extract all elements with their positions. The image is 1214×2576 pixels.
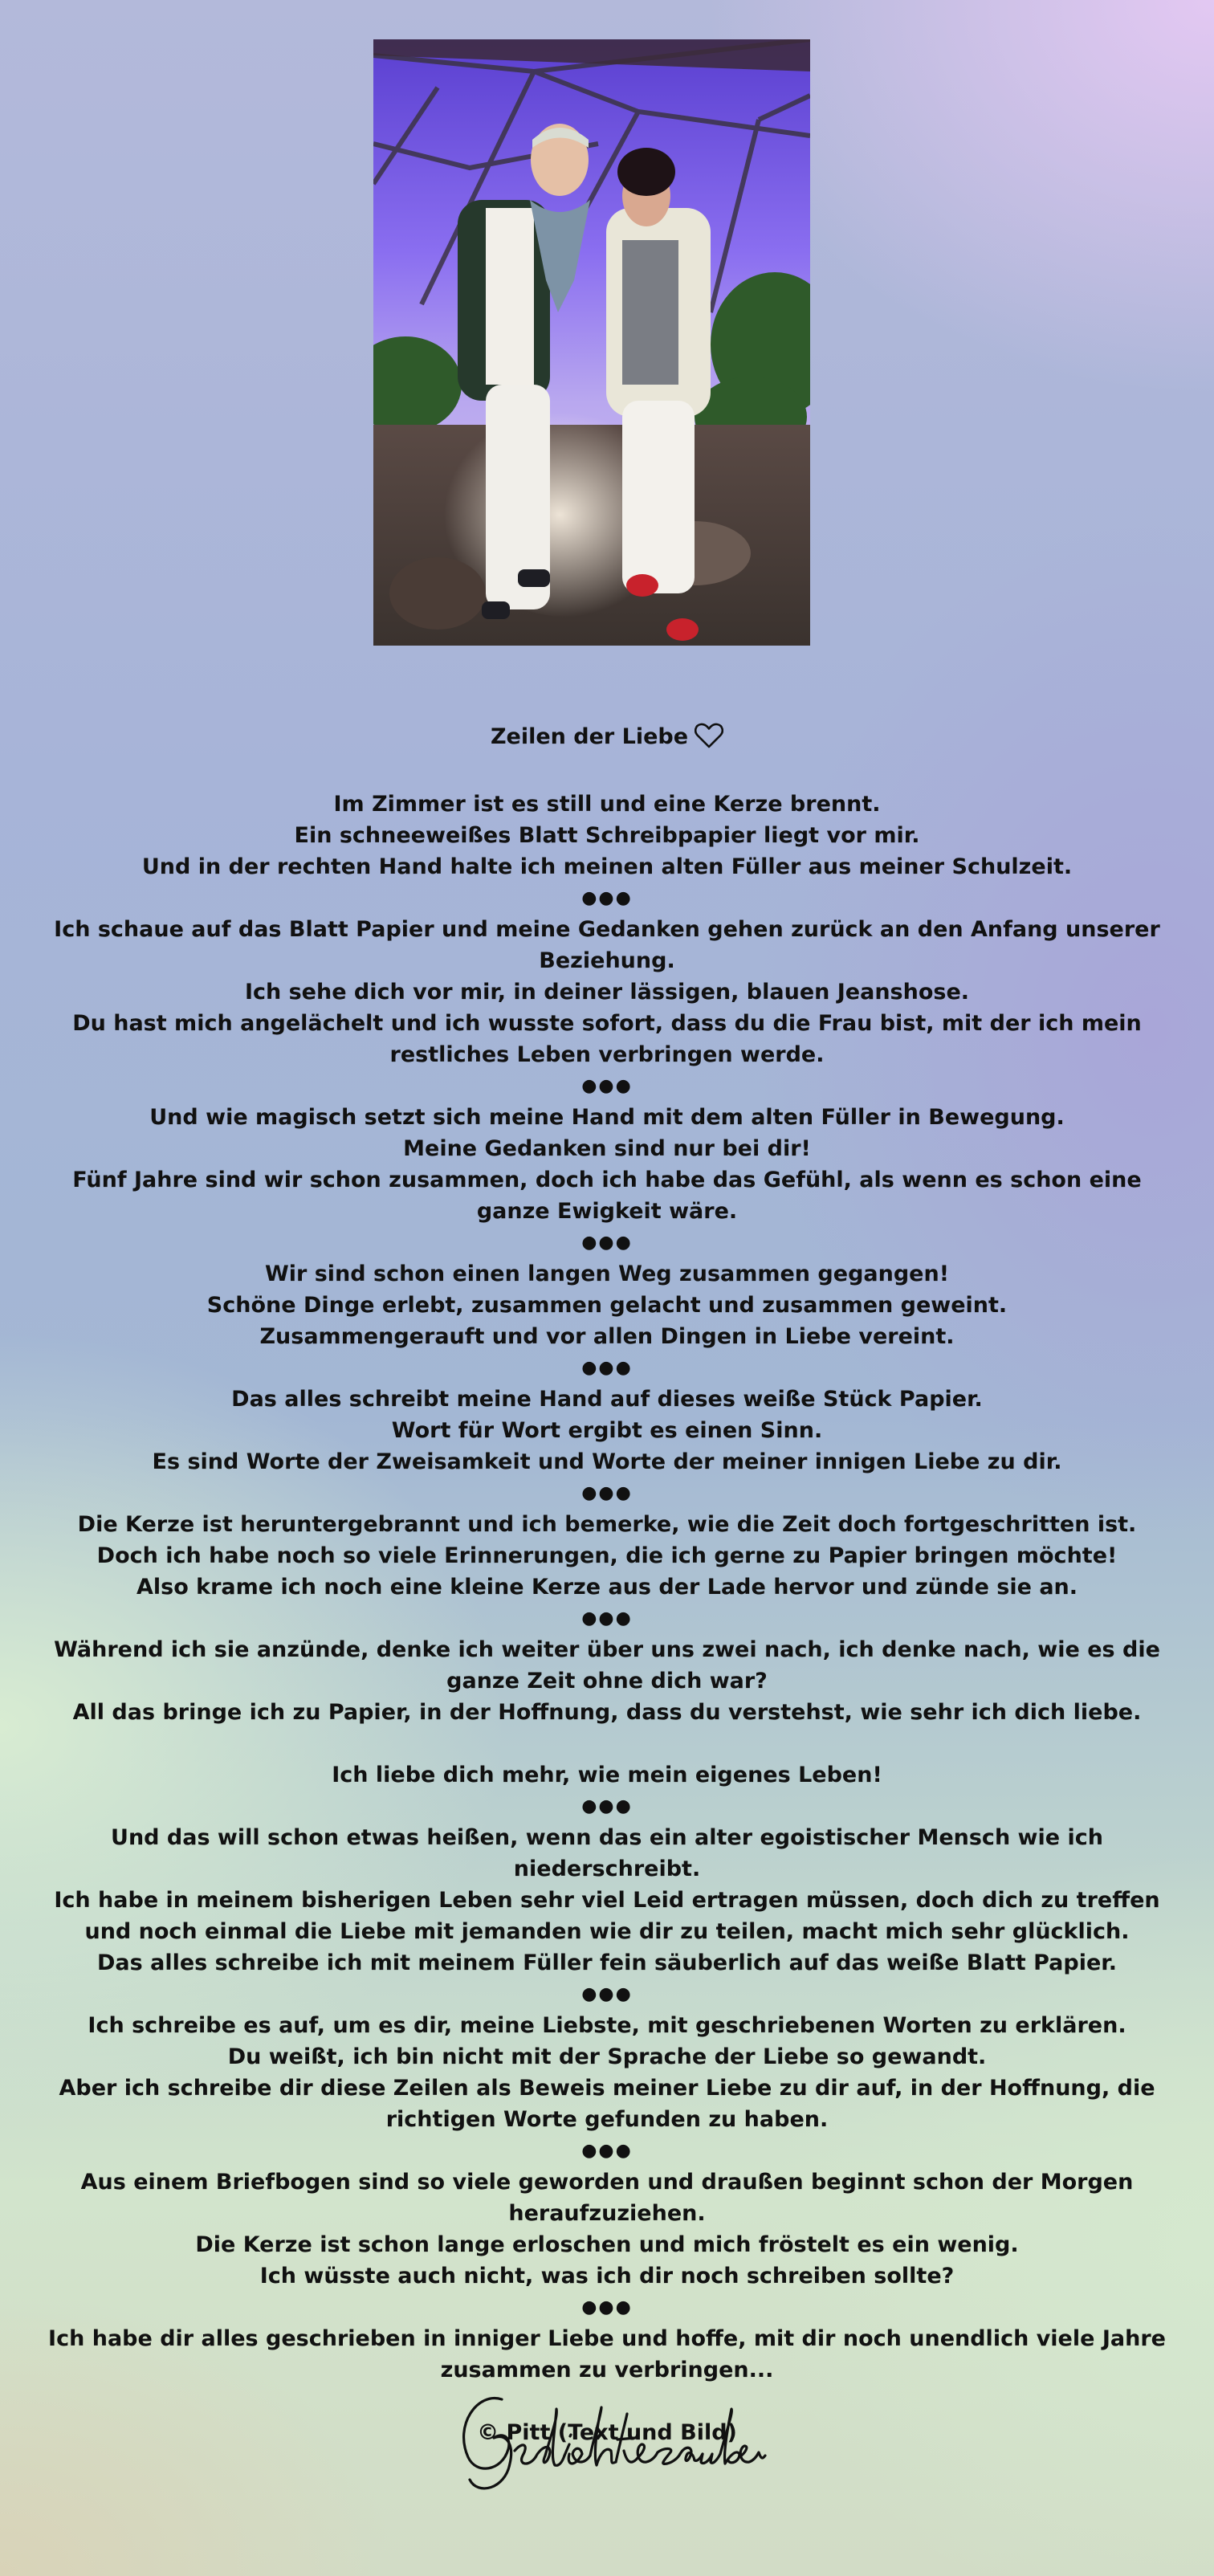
photo-image [373, 39, 810, 646]
poem-line: Das alles schreibt meine Hand auf dieses weiße Stück Papier. [231, 1387, 983, 1412]
stanza-separator: ●●● [581, 1358, 633, 1378]
poem-line: Und in der rechten Hand halte ich meinen alten Füller aus meiner Schulzeit. [141, 854, 1073, 879]
stanza-separator: ●●● [581, 1233, 633, 1253]
poem-line: Wir sind schon einen langen Weg zusammen gegangen! [264, 1262, 950, 1286]
poem-line: Ich schaue auf das Blatt Papier und meine Gedanken gehen zurück an den Anfang unserer Beziehung. [54, 917, 1160, 973]
poem-line: Ich wüsste auch nicht, was ich dir noch schreiben sollte? [259, 2264, 955, 2289]
stanza-separator: ●●● [581, 2141, 633, 2161]
signature-logo [446, 2377, 768, 2497]
poem-line: Ein schneeweißes Blatt Schreibpapier liegt vor mir. [294, 823, 920, 848]
poem [48, 721, 1166, 2448]
poem-line: Ich habe dir alles geschrieben in inniger Liebe und hoffe, mit dir noch unendlich viele Jahre zusammen zu verbringen... [48, 2326, 1166, 2382]
poem-line: Ich habe in meinem bisherigen Leben sehr viel Leid ertragen müssen, doch dich zu treffen und noch einmal die Liebe mit jemanden wie dir zu teilen, macht mich sehr glücklich. [54, 1888, 1160, 1944]
poem-line: Ich schreibe es auf, um es dir, meine Liebste, mit geschriebenen Worten zu erklären. [88, 2013, 1126, 2038]
poem-title-text: Zeilen der Liebe [490, 724, 689, 749]
stanza-separator: ●●● [581, 1984, 633, 2004]
copyright-line: © Pitt (Text und Bild) [477, 2420, 737, 2445]
photo [373, 39, 810, 646]
stanza-gap [48, 1728, 1166, 1759]
poem-line: Du hast mich angelächelt und ich wusste sofort, dass du die Frau bist, mit der ich mein restliches Leben verbringen werde. [72, 1011, 1142, 1067]
poem-line: Schöne Dinge erlebt, zusammen gelacht und zusammen geweint. [206, 1293, 1008, 1318]
poem-line: Ich liebe dich mehr, wie mein eigenes Leben! [332, 1763, 882, 1787]
poem-line: All das bringe ich zu Papier, in der Hoffnung, dass du verstehst, wie sehr ich dich liebe. [72, 1700, 1142, 1725]
poem-line: Meine Gedanken sind nur bei dir! [403, 1136, 811, 1161]
poem-line: Ich sehe dich vor mir, in deiner lässigen, blauen Jeanshose. [244, 980, 970, 1005]
poem-line: Aus einem Briefbogen sind so viele geworden und draußen beginnt schon der Morgen heraufzuziehen. [80, 2170, 1134, 2226]
poem-line: Du weißt, ich bin nicht mit der Sprache der Liebe so gewandt. [227, 2044, 987, 2069]
stanza-separator: ●●● [581, 1076, 633, 1096]
poem-line: Wort für Wort ergibt es einen Sinn. [391, 1418, 823, 1443]
poem-line: Die Kerze ist schon lange erloschen und mich fröstelt es ein wenig. [195, 2232, 1019, 2257]
stanza-separator: ●●● [581, 888, 633, 908]
poem-body [48, 789, 1166, 2386]
stanza-separator: ●●● [581, 1796, 633, 1816]
poem-line: Und wie magisch setzt sich meine Hand mit dem alten Füller in Bewegung. [149, 1105, 1065, 1130]
poem-line: Während ich sie anzünde, denke ich weiter über uns zwei nach, ich denke nach, wie es die ganze Zeit ohne dich war? [54, 1637, 1160, 1694]
poem-line: Und das will schon etwas heißen, wenn das ein alter egoistischer Mensch wie ich niederschreibt. [111, 1825, 1103, 1881]
poem-line: Es sind Worte der Zweisamkeit und Worte der meiner innigen Liebe zu dir. [152, 1449, 1062, 1474]
poem-line: Doch ich habe noch so viele Erinnerungen, die ich gerne zu Papier bringen möchte! [96, 1543, 1118, 1568]
stanza-separator: ●●● [581, 1483, 633, 1503]
poem-line: Fünf Jahre sind wir schon zusammen, doch ich habe das Gefühl, als wenn es schon eine ganze Ewigkeit wäre. [72, 1168, 1142, 1224]
stanza-separator: ●●● [581, 1608, 633, 1628]
poem-line: Also krame ich noch eine kleine Kerze aus der Lade hervor und zünde sie an. [136, 1575, 1078, 1600]
stanza-separator: ●●● [581, 2297, 633, 2317]
poem-title [48, 721, 1166, 757]
poem-line: Im Zimmer ist es still und eine Kerze brennt. [333, 792, 881, 817]
poem-line: Die Kerze ist heruntergebrannt und ich bemerke, wie die Zeit doch fortgeschritten ist. [77, 1512, 1137, 1537]
heart-icon [695, 723, 723, 757]
poem-line: Zusammengerauft und vor allen Dingen in Liebe vereint. [259, 1324, 955, 1349]
poem-line: Aber ich schreibe dir diese Zeilen als Beweis meiner Liebe zu dir auf, in der Hoffnung, die richtigen Worte gefunden zu haben. [59, 2076, 1155, 2132]
poem-line: Das alles schreibe ich mit meinem Füller fein säuberlich auf das weiße Blatt Papier. [97, 1950, 1117, 1975]
